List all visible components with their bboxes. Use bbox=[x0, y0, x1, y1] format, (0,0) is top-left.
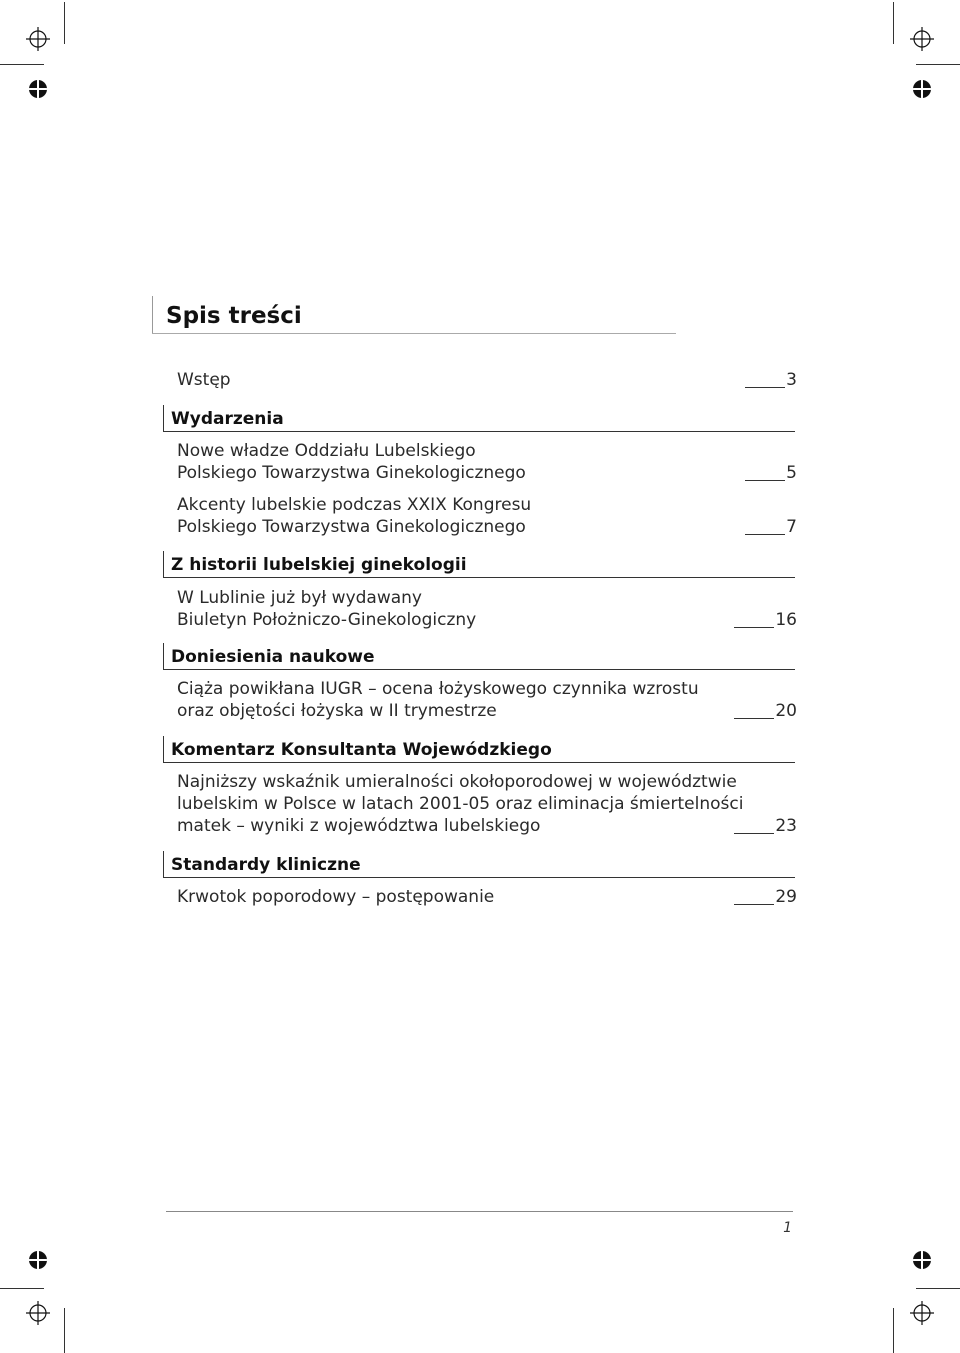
section-title: Komentarz Konsultanta Wojewódzkiego bbox=[171, 740, 552, 760]
page-title: Spis treści bbox=[166, 303, 302, 329]
title-rule bbox=[152, 333, 676, 334]
toc-entry-text: Akcenty lubelskie podczas XXIX Kongresu bbox=[177, 495, 532, 515]
footer-rule bbox=[166, 1211, 793, 1212]
toc-page-ref bbox=[745, 516, 797, 538]
toc-entry bbox=[177, 587, 797, 631]
crop-mark bbox=[64, 1308, 65, 1353]
registration-dot-icon bbox=[913, 80, 931, 98]
toc-page-ref bbox=[745, 462, 797, 484]
crosshair-registration-icon bbox=[26, 27, 50, 51]
toc-entry-text: Nowe władze Oddziału Lubelskiego bbox=[177, 441, 476, 461]
toc-page-number: 16 bbox=[775, 610, 797, 630]
toc-entry-text: Ciąża powikłana IUGR – ocena łożyskowego czynnika wzrostu bbox=[177, 679, 699, 699]
toc-entry bbox=[177, 771, 797, 837]
crop-mark bbox=[893, 1308, 894, 1353]
toc-entry-text: Biuletyn Położniczo-Ginekologiczny bbox=[177, 610, 477, 630]
toc-entry-text: Polskiego Towarzystwa Ginekologicznego bbox=[177, 517, 526, 537]
toc-entry-text: Polskiego Towarzystwa Ginekologicznego bbox=[177, 463, 526, 483]
crosshair-registration-icon bbox=[910, 1301, 934, 1325]
registration-dot-icon bbox=[29, 80, 47, 98]
toc-entry bbox=[177, 886, 797, 908]
toc-page-number: 23 bbox=[775, 816, 797, 836]
crop-mark bbox=[0, 1288, 44, 1289]
toc-section-heading bbox=[163, 405, 795, 432]
toc-section-heading bbox=[163, 736, 795, 763]
toc-entry-text: lubelskim w Polsce w latach 2001-05 oraz eliminacja śmiertelności bbox=[177, 794, 744, 814]
section-title: Doniesienia naukowe bbox=[171, 647, 375, 667]
toc-entry bbox=[177, 369, 797, 391]
toc-page-ref bbox=[745, 369, 797, 391]
crosshair-registration-icon bbox=[26, 1301, 50, 1325]
crop-mark bbox=[916, 1288, 960, 1289]
toc-page-number: 5 bbox=[786, 463, 797, 483]
toc-entry-text: oraz objętości łożyska w II trymestrze bbox=[177, 701, 497, 721]
toc-page-ref bbox=[734, 609, 797, 631]
section-title: Standardy kliniczne bbox=[171, 855, 361, 875]
toc-page-ref bbox=[734, 815, 797, 837]
crop-mark bbox=[916, 64, 960, 65]
toc-entry-text: Krwotok poporodowy – postępowanie bbox=[177, 887, 495, 907]
toc-entry bbox=[177, 440, 797, 484]
toc-page-number: 29 bbox=[775, 887, 797, 907]
section-title: Wydarzenia bbox=[171, 409, 284, 429]
title-accent-bar bbox=[152, 296, 153, 334]
toc-page-number: 20 bbox=[775, 701, 797, 721]
crop-mark bbox=[0, 64, 44, 65]
toc-page-number: 3 bbox=[786, 370, 797, 390]
toc-entry bbox=[177, 494, 797, 538]
crop-mark bbox=[64, 2, 65, 44]
toc-page-ref bbox=[734, 886, 797, 908]
page-number: 1 bbox=[783, 1220, 792, 1236]
toc-entry-text: W Lublinie już był wydawany bbox=[177, 588, 422, 608]
toc-page-number: 7 bbox=[786, 517, 797, 537]
toc-section-heading bbox=[163, 643, 795, 670]
toc-entry-text: matek – wyniki z województwa lubelskiego bbox=[177, 816, 541, 836]
toc-page-ref bbox=[734, 700, 797, 722]
section-title: Z historii lubelskiej ginekologii bbox=[171, 555, 467, 575]
toc-entry-text: Wstęp bbox=[177, 370, 231, 390]
toc-entry bbox=[177, 678, 797, 722]
toc-section-heading bbox=[163, 551, 795, 578]
crosshair-registration-icon bbox=[910, 27, 934, 51]
crop-mark bbox=[893, 2, 894, 44]
registration-dot-icon bbox=[29, 1251, 47, 1269]
toc-entry-text: Najniższy wskaźnik umieralności okołoporodowej w województwie bbox=[177, 772, 737, 792]
toc-section-heading bbox=[163, 851, 795, 878]
registration-dot-icon bbox=[913, 1251, 931, 1269]
